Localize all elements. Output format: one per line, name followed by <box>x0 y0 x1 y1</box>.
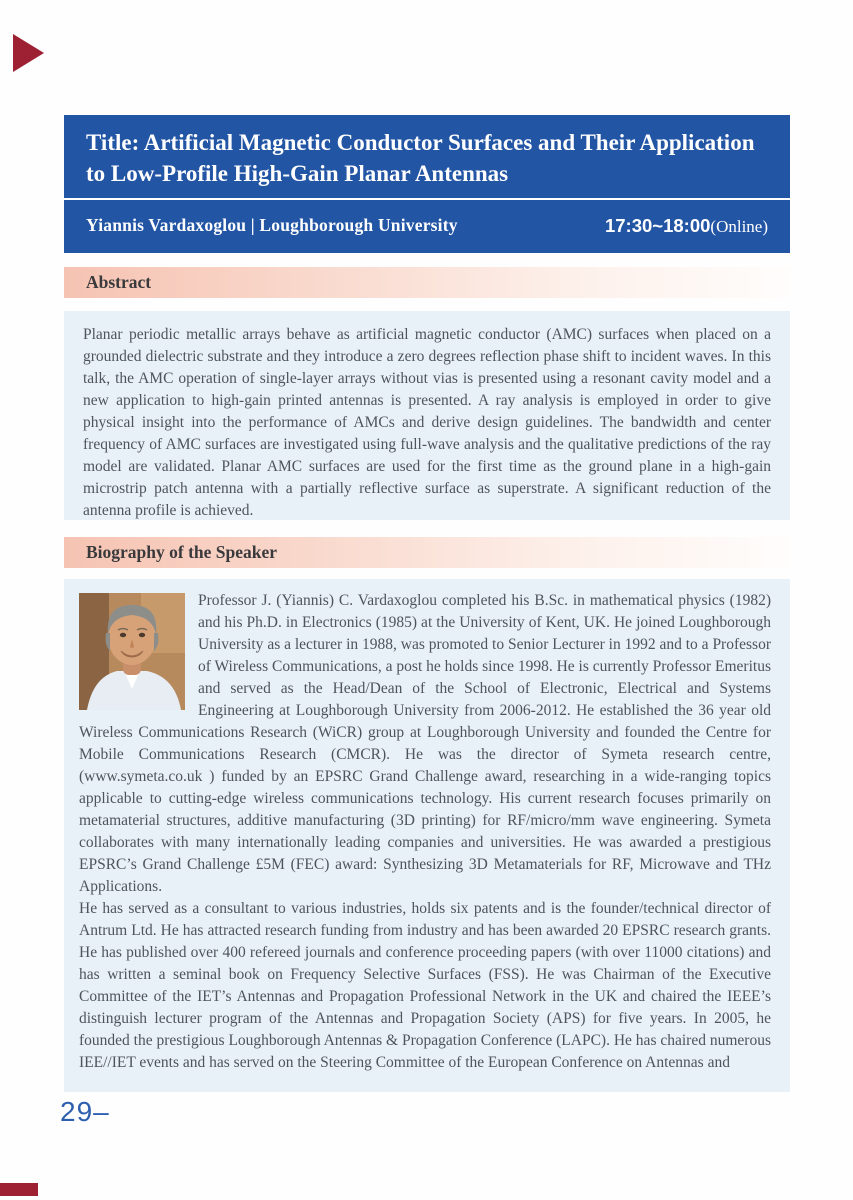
session-header <box>64 115 790 253</box>
speaker-name-affiliation: Yiannis Vardaxoglou | Loughborough University <box>86 215 458 235</box>
abstract-text: Planar periodic metallic arrays behave as artificial magnetic conductor (AMC) surfaces when placed on a grounded dielectric substrate and they introduce a zero degrees reflection phase shift to incident waves. In this talk, the AMC operation of single-layer arrays without vias is presented using a resonant cavity model and a new application to high-gain printed antennas is presented. A ray analysis is employed in order to give physical insight into the performance of AMCs and derive design guidelines. The bandwidth and center frequency of AMC surfaces are investigated using full-wave analysis and the qualitative predictions of the ray model are validated. Planar AMC surfaces are used for the first time as the ground plane in a high-gain microstrip patch antenna with a partially reflective surface as superstrate. A significant reduction of the antenna profile is achieved. <box>83 326 771 519</box>
footer-accent-bar <box>0 1183 38 1196</box>
biography-section-heading: Biography of the Speaker <box>64 537 790 568</box>
biography-paragraph-2: He has served as a consultant to various industries, holds six patents and is the founder/technical director of Antrum Ltd. He has attracted research funding from industry and has been awarded 20 EPSRC research grants. He has published over 400 refereed journals and conference proceeding papers (with over 11000 citations) and has written a seminal book on Frequency Selective Surfaces (FSS). He was Chairman of the Executive Committee of the IET’s Antennas and Propagation Professional Network in the UK and chaired the IEEE’s distinguish lecturer program of the Antennas and Propagation Society (APS) for five years. In 2005, he founded the prestigious Loughborough Antennas & Propagation Conference (LAPC). He has chaired numerous IEE//IET events and has served on the Steering Committee of the European Conference on Antennas and <box>79 900 771 1071</box>
abstract-section-heading: Abstract <box>64 267 790 298</box>
session-meta-row <box>64 200 790 251</box>
biography-body-box <box>64 579 790 1092</box>
session-title: Title: Artificial Magnetic Conductor Surfaces and Their Application to Low-Profile High-Gain Planar Antennas <box>64 115 790 200</box>
corner-accent-triangle <box>13 34 44 72</box>
session-time <box>605 215 768 237</box>
session-time-range: 17:30~18:00 <box>604 214 711 236</box>
speaker-photo <box>79 593 185 710</box>
biography-paragraph-1: Professor J. (Yiannis) C. Vardaxoglou completed his B.Sc. in mathematical physics (1982) and his Ph.D. in Electronics (1985) at the University of Kent, UK. He joined Loughborough University as a lecturer in 1988, was promoted to Senior Lecturer in 1992 and to a Professor of Wireless Communications, a post he holds since 1998. He is currently Professor Emeritus and served as the Head/Dean of the School of Electronic, Electrical and Systems Engineering at Loughborough University from 2006-2012. He established the 36 year old Wireless Communications Research (WiCR) group at Loughborough University and founded the Centre for Mobile Communications Research (CMCR). He was the director of Symeta research centre,(www.symeta.co.uk ) funded by an EPSRC Grand Challenge award, researching in a wide-ranging topics applicable to cutting-edge wireless communications technology. His current research focuses primarily on metamaterial structures, additive manufacturing (3D printing) for RF/micro/mm wave engineering. Symeta collaborates with many internationally leading companies and universities. He was awarded a prestigious EPSRC’s Grand Challenge £5M (FEC) award: Synthesizing 3D Metamaterials for RF, Microwave and THz Applications. <box>79 592 771 895</box>
page-number: 29– <box>60 1096 110 1127</box>
abstract-body-box <box>64 311 790 520</box>
session-mode-label: (Online) <box>710 216 768 236</box>
